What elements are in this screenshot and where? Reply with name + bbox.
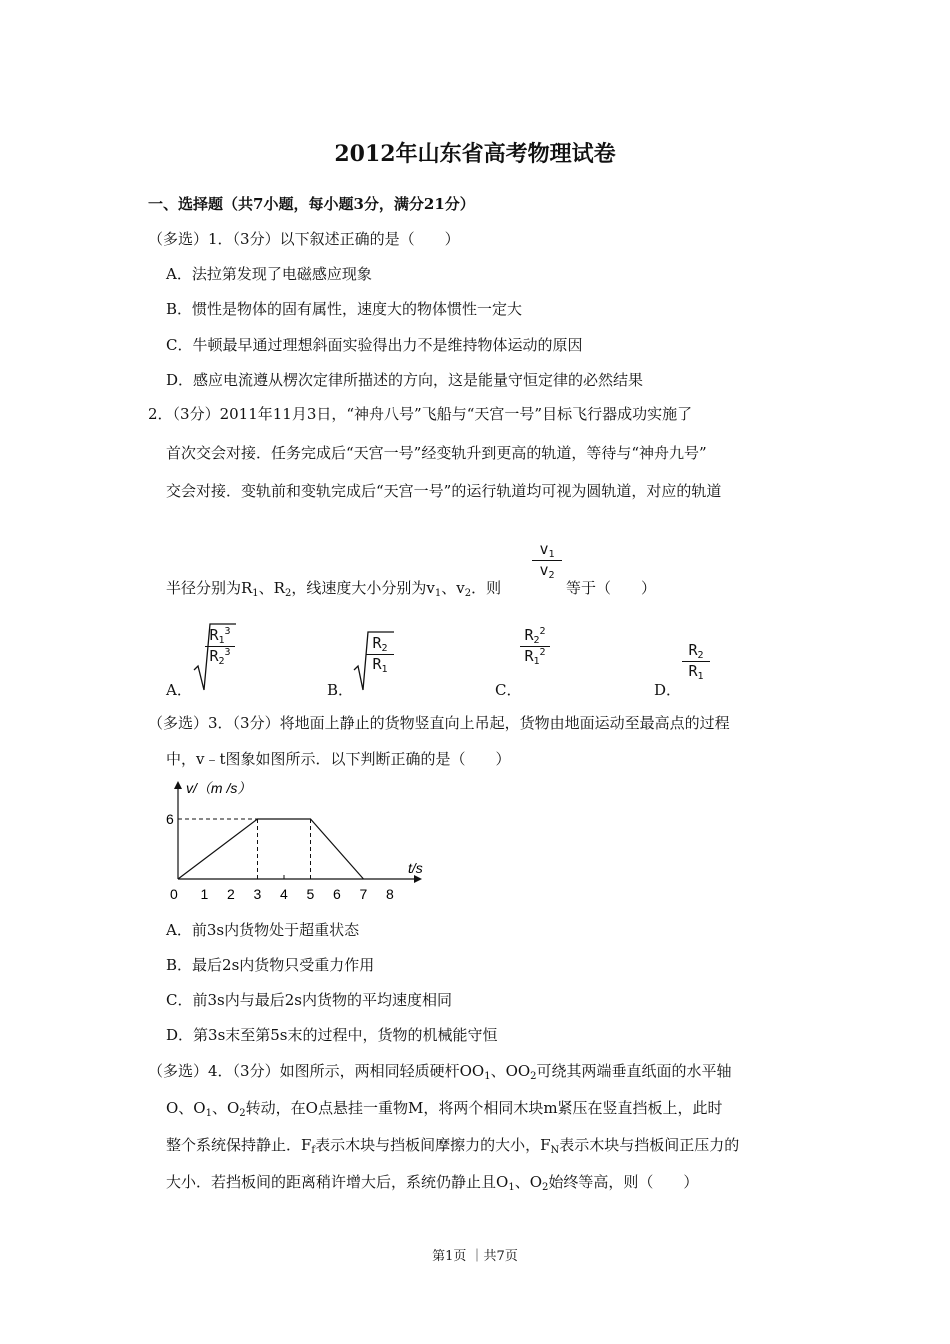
x-axis-arrow — [414, 875, 422, 883]
x-tick-label: 2 — [227, 886, 235, 902]
q4-line4: 大小．若挡板间的距离稍许增大后，系统仍静止且$O_1$、$O_2$始终等高，则（ ） — [166, 1173, 699, 1193]
y-axis-label: v/（m /s） — [186, 780, 252, 796]
q3-option-b: B．最后2s内货物只受重力作用 — [166, 956, 375, 974]
q3-line2: 中，v﹣t图象如图所示．以下判断正确的是（ ） — [166, 750, 511, 768]
ratio-fraction: $\frac{v_1}{v_2}$ — [532, 540, 562, 581]
q2-option-c-label: C． — [495, 681, 522, 699]
q3-option-d: D．第3s末至第5s末的过程中，货物的机械能守恒 — [166, 1026, 498, 1044]
q2-line2: 首次交会对接．任务完成后“天宫一号”经变轨升到更高的轨道，等待与“神舟九号” — [166, 444, 707, 462]
x-axis-label: t/s — [408, 860, 423, 876]
q4-line2: O、$O_1$、$O_2$转动，在O点悬挂一重物M，将两个相同木块m紧压在竖直挡板上，此时 — [166, 1099, 723, 1119]
q2-line3: 交会对接．变轨前和变轨完成后“天宫一号”的运行轨道均可视为圆轨道，对应的轨道 — [166, 482, 722, 500]
q2-option-d-label: D． — [654, 681, 682, 699]
x-tick-label: 5 — [306, 886, 315, 902]
q2-option-b-fraction: $\frac{R_2}{R_1}$ — [366, 634, 394, 675]
x-tick-label: 8 — [386, 886, 394, 902]
q2-option-d-fraction: $\frac{R_2}{R_1}$ — [682, 641, 710, 682]
q3-option-c: C．前3s内与最后2s内货物的平均速度相同 — [166, 991, 452, 1009]
q1-option-b: B．惯性是物体的固有属性，速度大的物体惯性一定大 — [166, 300, 523, 318]
q2-option-c-fraction: $\frac{R_2^2}{R_1^2}$ — [520, 626, 550, 667]
q3-option-a: A．前3s内货物处于超重状态 — [166, 921, 360, 939]
section-heading: 一、选择题（共7小题，每小题3分，满分21分） — [148, 195, 475, 213]
q1-option-d: D．感应电流遵从楞次定律所描述的方向，这是能量守恒定律的必然结果 — [166, 371, 644, 389]
x-tick-label: 3 — [253, 886, 262, 902]
y-axis-arrow — [174, 781, 182, 789]
x-tick-label: 6 — [333, 886, 341, 902]
q4-line3: 整个系统保持静止．$F_f$表示木块与挡板间摩擦力的大小，$F_N$表示木块与挡板间正压力的 — [166, 1136, 740, 1156]
q2-option-a-label: A． — [166, 681, 192, 699]
x-tick-label: 4 — [280, 886, 288, 902]
vt-graph — [160, 775, 440, 905]
q1-stem: （多选）1．（3分）以下叙述正确的是（ ） — [148, 230, 460, 248]
q4-line1: （多选）4．（3分）如图所示，两相同轻质硬杆$OO_1$、$OO_2$可绕其两端垂直纸面的水平轴 — [148, 1062, 732, 1082]
x-tick-label: 1 — [200, 886, 209, 902]
q3-line1: （多选）3．（3分）将地面上静止的货物竖直向上吊起，货物由地面运动至最高点的过程 — [148, 714, 730, 732]
page-footer: 第1页 ｜共7页 — [432, 1249, 518, 1264]
page-title: 2012年山东省高考物理试卷 — [334, 141, 616, 167]
q1-option-a: A．法拉第发现了电磁感应现象 — [166, 265, 372, 283]
q2-line4-end: 等于（ ） — [566, 579, 657, 597]
x-tick-label: 7 — [359, 886, 368, 902]
y-tick-label: 6 — [166, 811, 174, 827]
q2-line1: 2．（3分）2011年11月3日，“神舟八号”飞船与“天宫一号”目标飞行器成功实施了 — [148, 405, 693, 423]
q1-option-c: C．牛顿最早通过理想斜面实验得出力不是维持物体运动的原因 — [166, 336, 583, 354]
velocity-series-line — [178, 819, 364, 879]
q2-option-a-fraction: $\frac{R_1^3}{R_2^3}$ — [205, 626, 235, 667]
q2-option-b-label: B． — [327, 681, 354, 699]
x-tick-label: 0 — [170, 886, 178, 902]
q2-line4: 半径分别为$R_1$、$R_2$，线速度大小分别为$v_1$、$v_2$．则 — [166, 579, 502, 599]
